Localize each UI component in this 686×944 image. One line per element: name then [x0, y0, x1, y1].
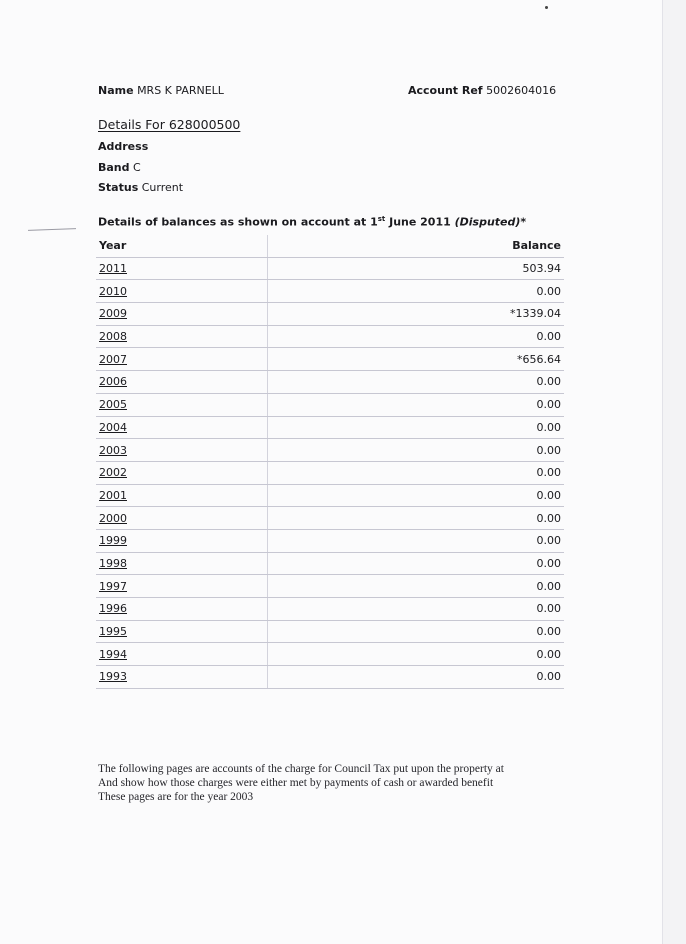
balance-cell: 0.00 — [268, 575, 565, 598]
year-cell[interactable]: 2003 — [96, 439, 268, 462]
footer-line-3: These pages are for the year 2003 — [98, 791, 254, 803]
table-row — [96, 484, 564, 507]
address-line — [98, 140, 148, 153]
table-row — [96, 666, 564, 689]
balance-cell: 0.00 — [268, 461, 565, 484]
customer-name — [98, 84, 224, 97]
footer-line-1: The following pages are accounts of the charge for Council Tax put upon the property at — [98, 763, 504, 775]
status-value: Current — [141, 181, 184, 194]
table-row — [96, 371, 564, 394]
details-title: Details For 628000500 — [98, 117, 241, 132]
table-row — [96, 529, 564, 552]
balance-cell: 0.00 — [268, 280, 565, 303]
address-label: Address — [98, 140, 149, 153]
name-value: MRS K PARNELL — [137, 84, 224, 97]
balance-cell: 0.00 — [268, 393, 565, 416]
table-row — [96, 552, 564, 575]
year-cell[interactable]: 2007 — [96, 348, 268, 371]
table-row — [96, 439, 564, 462]
balance-cell: 0.00 — [268, 529, 565, 552]
table-row — [96, 303, 564, 326]
balances-heading-sup: st — [377, 215, 386, 223]
balance-cell: 0.00 — [268, 439, 565, 462]
year-cell[interactable]: 1995 — [96, 620, 268, 643]
table-row — [96, 393, 564, 416]
status-label: Status — [98, 181, 139, 194]
balance-cell: 0.00 — [268, 416, 565, 439]
band-label: Band — [98, 161, 130, 174]
table-header-row — [96, 235, 564, 257]
year-cell[interactable]: 2005 — [96, 393, 268, 416]
account-ref — [408, 84, 556, 97]
footer-line-2: And show how those charges were either met by payments of cash or awarded benefit — [98, 777, 494, 789]
table-row — [96, 643, 564, 666]
year-cell[interactable]: 1997 — [96, 575, 268, 598]
table-row — [96, 280, 564, 303]
year-cell[interactable]: 1998 — [96, 552, 268, 575]
balance-cell: 0.00 — [268, 598, 565, 621]
balance-cell: 0.00 — [268, 325, 565, 348]
disputed-note: (Disputed)* — [454, 215, 527, 229]
year-cell[interactable]: 2000 — [96, 507, 268, 530]
balance-cell: 0.00 — [268, 507, 565, 530]
year-cell[interactable]: 2001 — [96, 484, 268, 507]
balance-cell: 0.00 — [268, 620, 565, 643]
balances-heading-text: Details of balances as shown on account at 1 — [98, 215, 378, 229]
balance-cell: *1339.04 — [268, 303, 565, 326]
balance-cell: *656.64 — [268, 348, 565, 371]
balance-cell: 503.94 — [268, 257, 565, 280]
table-row — [96, 416, 564, 439]
band-line — [98, 161, 141, 174]
footer-notes — [98, 762, 568, 804]
year-cell[interactable]: 2006 — [96, 371, 268, 394]
balance-cell: 0.00 — [268, 643, 565, 666]
balance-cell: 0.00 — [268, 484, 565, 507]
account-ref-value: 5002604016 — [486, 84, 557, 97]
year-cell[interactable]: 1999 — [96, 529, 268, 552]
year-cell[interactable]: 1993 — [96, 666, 268, 689]
table-row — [96, 507, 564, 530]
year-cell[interactable]: 2002 — [96, 461, 268, 484]
table-row — [96, 598, 564, 621]
year-cell[interactable]: 2011 — [96, 257, 268, 280]
status-line — [98, 181, 183, 194]
account-ref-label: Account Ref — [408, 84, 483, 97]
balances-table-body — [96, 257, 564, 688]
year-cell[interactable]: 2010 — [96, 280, 268, 303]
year-cell[interactable]: 2008 — [96, 325, 268, 348]
year-cell[interactable]: 2004 — [96, 416, 268, 439]
balances-heading-date: June 2011 — [385, 215, 455, 229]
table-row — [96, 257, 564, 280]
balance-cell: 0.00 — [268, 666, 565, 689]
name-label: Name — [98, 84, 134, 97]
year-cell[interactable]: 1996 — [96, 598, 268, 621]
table-row — [96, 620, 564, 643]
balance-cell: 0.00 — [268, 371, 565, 394]
table-row — [96, 461, 564, 484]
scan-speck — [545, 6, 548, 9]
table-row — [96, 325, 564, 348]
band-value: C — [133, 161, 141, 174]
balance-column-header: Balance — [268, 235, 565, 257]
year-cell[interactable]: 2009 — [96, 303, 268, 326]
balances-table — [96, 235, 564, 689]
table-row — [96, 575, 564, 598]
margin-mark — [28, 228, 76, 231]
balance-cell: 0.00 — [268, 552, 565, 575]
balances-heading — [98, 215, 526, 229]
table-row — [96, 348, 564, 371]
year-column-header: Year — [96, 235, 268, 257]
year-cell[interactable]: 1994 — [96, 643, 268, 666]
